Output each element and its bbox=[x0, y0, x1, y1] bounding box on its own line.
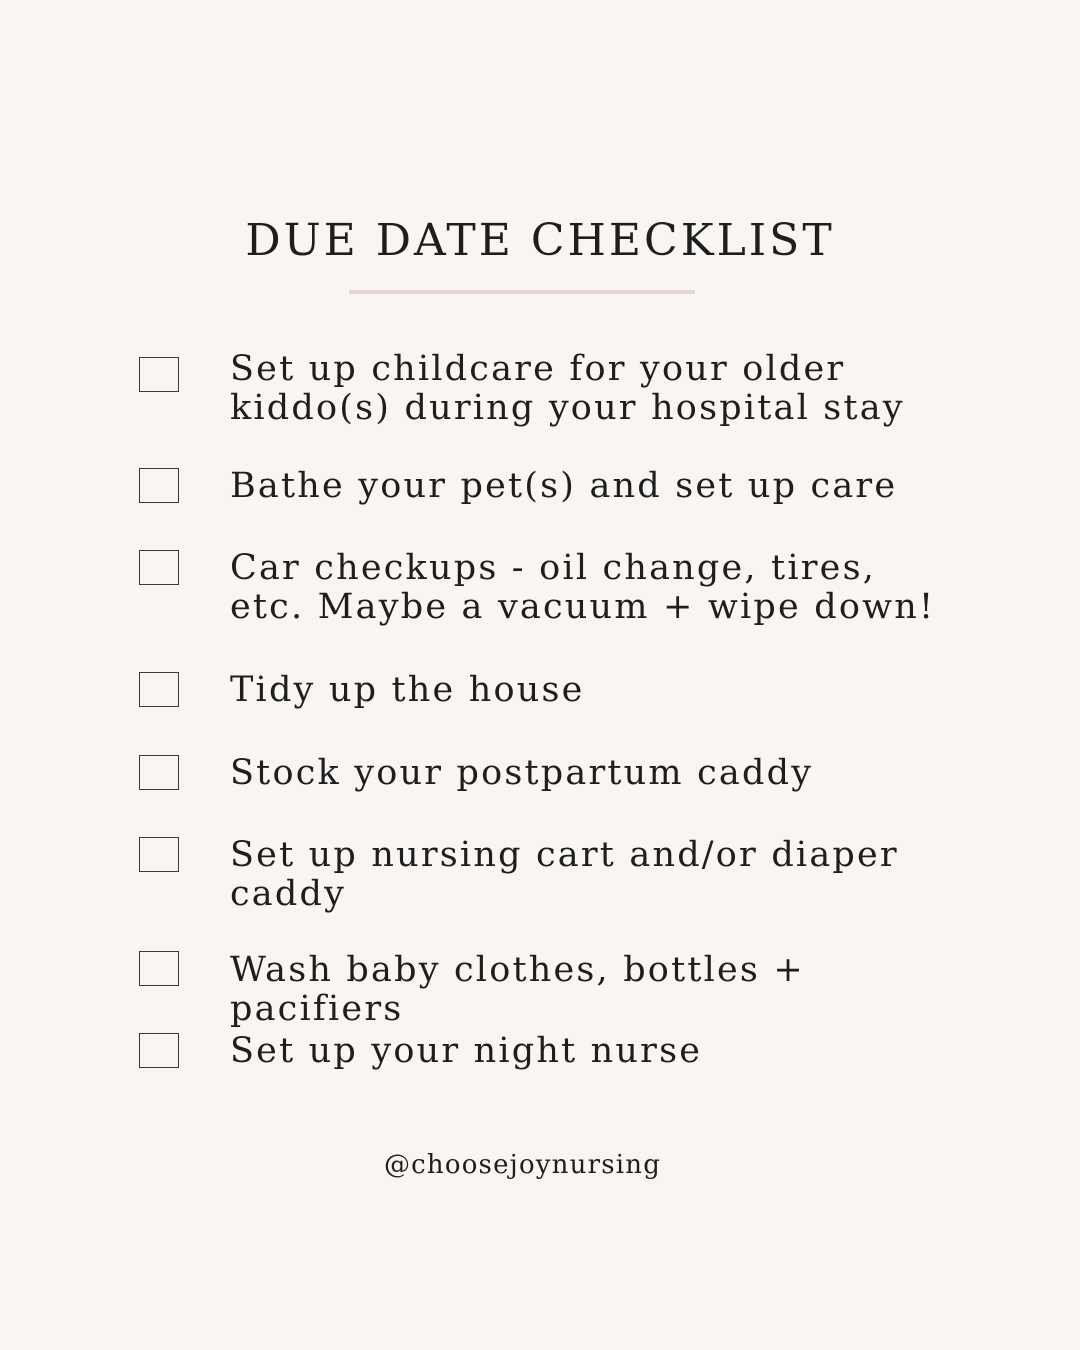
checkbox[interactable] bbox=[139, 468, 179, 503]
footer-handle: @choosejoynursing bbox=[383, 1150, 662, 1180]
checkbox[interactable] bbox=[139, 837, 179, 872]
checkbox[interactable] bbox=[139, 672, 179, 707]
page-title: DUE DATE CHECKLIST bbox=[245, 215, 835, 267]
checkbox[interactable] bbox=[139, 357, 179, 392]
checklist-item-label: Bathe your pet(s) and set up care bbox=[230, 466, 898, 506]
checklist-item-label: Car checkups - oil change, tires, etc. Maybe a vacuum + wipe down! bbox=[230, 548, 936, 627]
checklist-item-label: Wash baby clothes, bottles + pacifiers bbox=[230, 950, 805, 1029]
title-divider bbox=[349, 290, 695, 294]
checkbox[interactable] bbox=[139, 1033, 179, 1068]
checklist-item-label: Set up nursing cart and/or diaper caddy bbox=[230, 835, 899, 914]
checklist-item-label: Set up your night nurse bbox=[230, 1031, 703, 1071]
checklist-item-label: Tidy up the house bbox=[230, 670, 585, 710]
checkbox[interactable] bbox=[139, 951, 179, 986]
checkbox[interactable] bbox=[139, 550, 179, 585]
checklist-item-label: Set up childcare for your older kiddo(s) during your hospital stay bbox=[230, 349, 905, 428]
checkbox[interactable] bbox=[139, 755, 179, 790]
checklist-item-label: Stock your postpartum caddy bbox=[230, 753, 814, 793]
